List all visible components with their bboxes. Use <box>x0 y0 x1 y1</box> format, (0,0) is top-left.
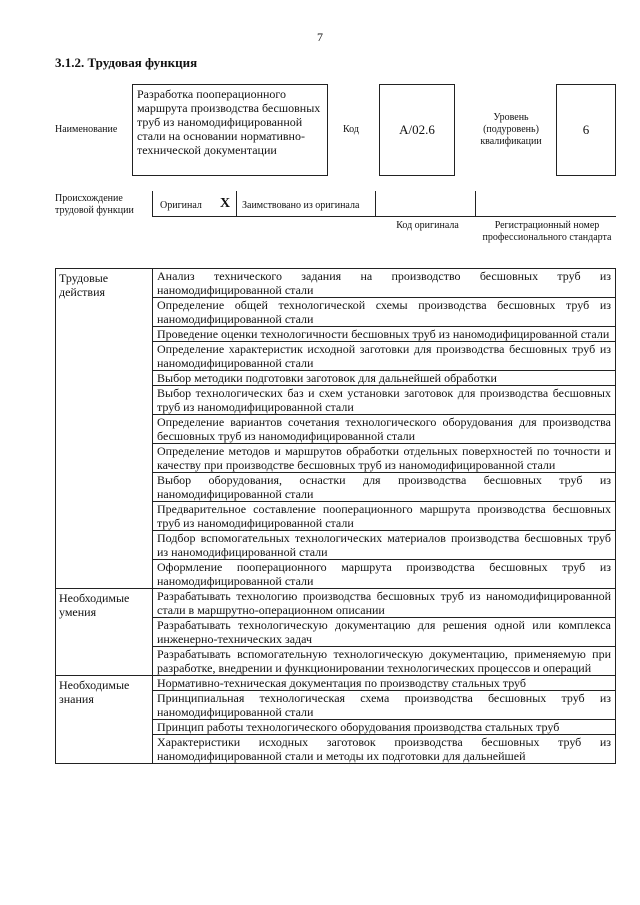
code-label: Код <box>343 124 359 135</box>
list-item: Выбор технологических баз и схем установки заготовок для производства бесшовных труб из наномодифицированной стали <box>153 386 616 415</box>
list-item: Разрабатывать технологическую документацию для решения одной или комплекса инженерно-технических задач <box>153 618 616 647</box>
section-label-skills: Необходимые умения <box>56 589 153 676</box>
list-item: Принцип работы технологического оборудования производства стальных труб <box>153 720 616 735</box>
origin-label: Происхождение трудовой функции <box>55 193 134 216</box>
list-item: Анализ технического задания на производство бесшовных труб из наномодифицированной стали <box>153 269 616 298</box>
page-number: 7 <box>317 30 323 44</box>
table-row <box>56 676 616 691</box>
list-item: Подбор вспомогательных технологических материалов производства бесшовных труб из наномодифицированной стали <box>153 531 616 560</box>
level-value: 6 <box>582 122 590 137</box>
origin-divider-2 <box>375 191 376 217</box>
origin-reg-caption: Регистрационный номер профессионального стандарта <box>482 220 612 243</box>
origin-divider-3 <box>475 191 476 217</box>
list-item: Оформление пооперационного маршрута производства бесшовных труб из наномодифицированной стали <box>153 560 616 589</box>
list-item: Принципиальная технологическая схема производства бесшовных труб из наномодифицированной стали <box>153 691 616 720</box>
section-title: 3.1.2. Трудовая функция <box>55 55 198 70</box>
function-name <box>132 84 328 176</box>
level-value-cell <box>556 84 616 176</box>
section-label-actions: Трудовые действия <box>56 269 153 589</box>
code-value-cell <box>379 84 455 176</box>
list-item: Определение общей технологической схемы производства бесшовных труб из наномодифицированной стали <box>153 298 616 327</box>
function-details-table <box>55 268 616 764</box>
list-item: Разрабатывать технологию производства бесшовных труб из наномодифицированной стали в маршрутно-операционном описании <box>153 589 616 618</box>
function-name-text: Разработка пооперационного маршрута производства бесшовных труб из наномодифицированной стали на основании нормативно-технической документации <box>137 87 321 157</box>
level-label: Уровень (подуровень) квалификации <box>480 112 542 147</box>
list-item: Выбор оборудования, оснастки для производства бесшовных труб из наномодифицированной стали <box>153 473 616 502</box>
code-value: А/02.6 <box>399 122 435 137</box>
table-row <box>56 589 616 618</box>
list-item: Определение методов и маршрутов обработки отдельных поверхностей по точности и качеству при производстве бесшовных труб из наномодифицированной стали <box>153 444 616 473</box>
origin-code-caption: Код оригинала <box>396 220 459 231</box>
list-item: Определение характеристик исходной заготовки для производства бесшовных труб из наномодифицированной стали <box>153 342 616 371</box>
list-item: Предварительное составление пооперационного маршрута производства бесшовных труб из наномодифицированной стали <box>153 502 616 531</box>
list-item: Характеристики исходных заготовок производства бесшовных труб из наномодифицированной стали и методы их подготовки для дальнейшей <box>153 735 616 764</box>
origin-original-label: Оригинал <box>160 200 202 211</box>
list-item: Определение вариантов сочетания технологического оборудования для производства бесшовных труб из наномодифицированной стали <box>153 415 616 444</box>
origin-bottom-line <box>152 216 616 217</box>
list-item: Проведение оценки технологичности бесшовных труб из наномодифицированной стали <box>153 327 616 342</box>
list-item: Выбор методики подготовки заготовок для дальнейшей обработки <box>153 371 616 386</box>
origin-divider <box>236 191 237 217</box>
origin-borrowed-label: Заимствовано из оригинала <box>242 200 360 211</box>
list-item: Нормативно-техническая документация по производству стальных труб <box>153 676 616 691</box>
section-label-knowledge: Необходимые знания <box>56 676 153 764</box>
name-label: Наименование <box>55 124 118 135</box>
table-row <box>56 269 616 298</box>
list-item: Разрабатывать вспомогательную технологическую документацию, применяемую при разработке, внедрении и функционировании технологических процессов и операций <box>153 647 616 676</box>
origin-original-mark: X <box>220 196 231 211</box>
